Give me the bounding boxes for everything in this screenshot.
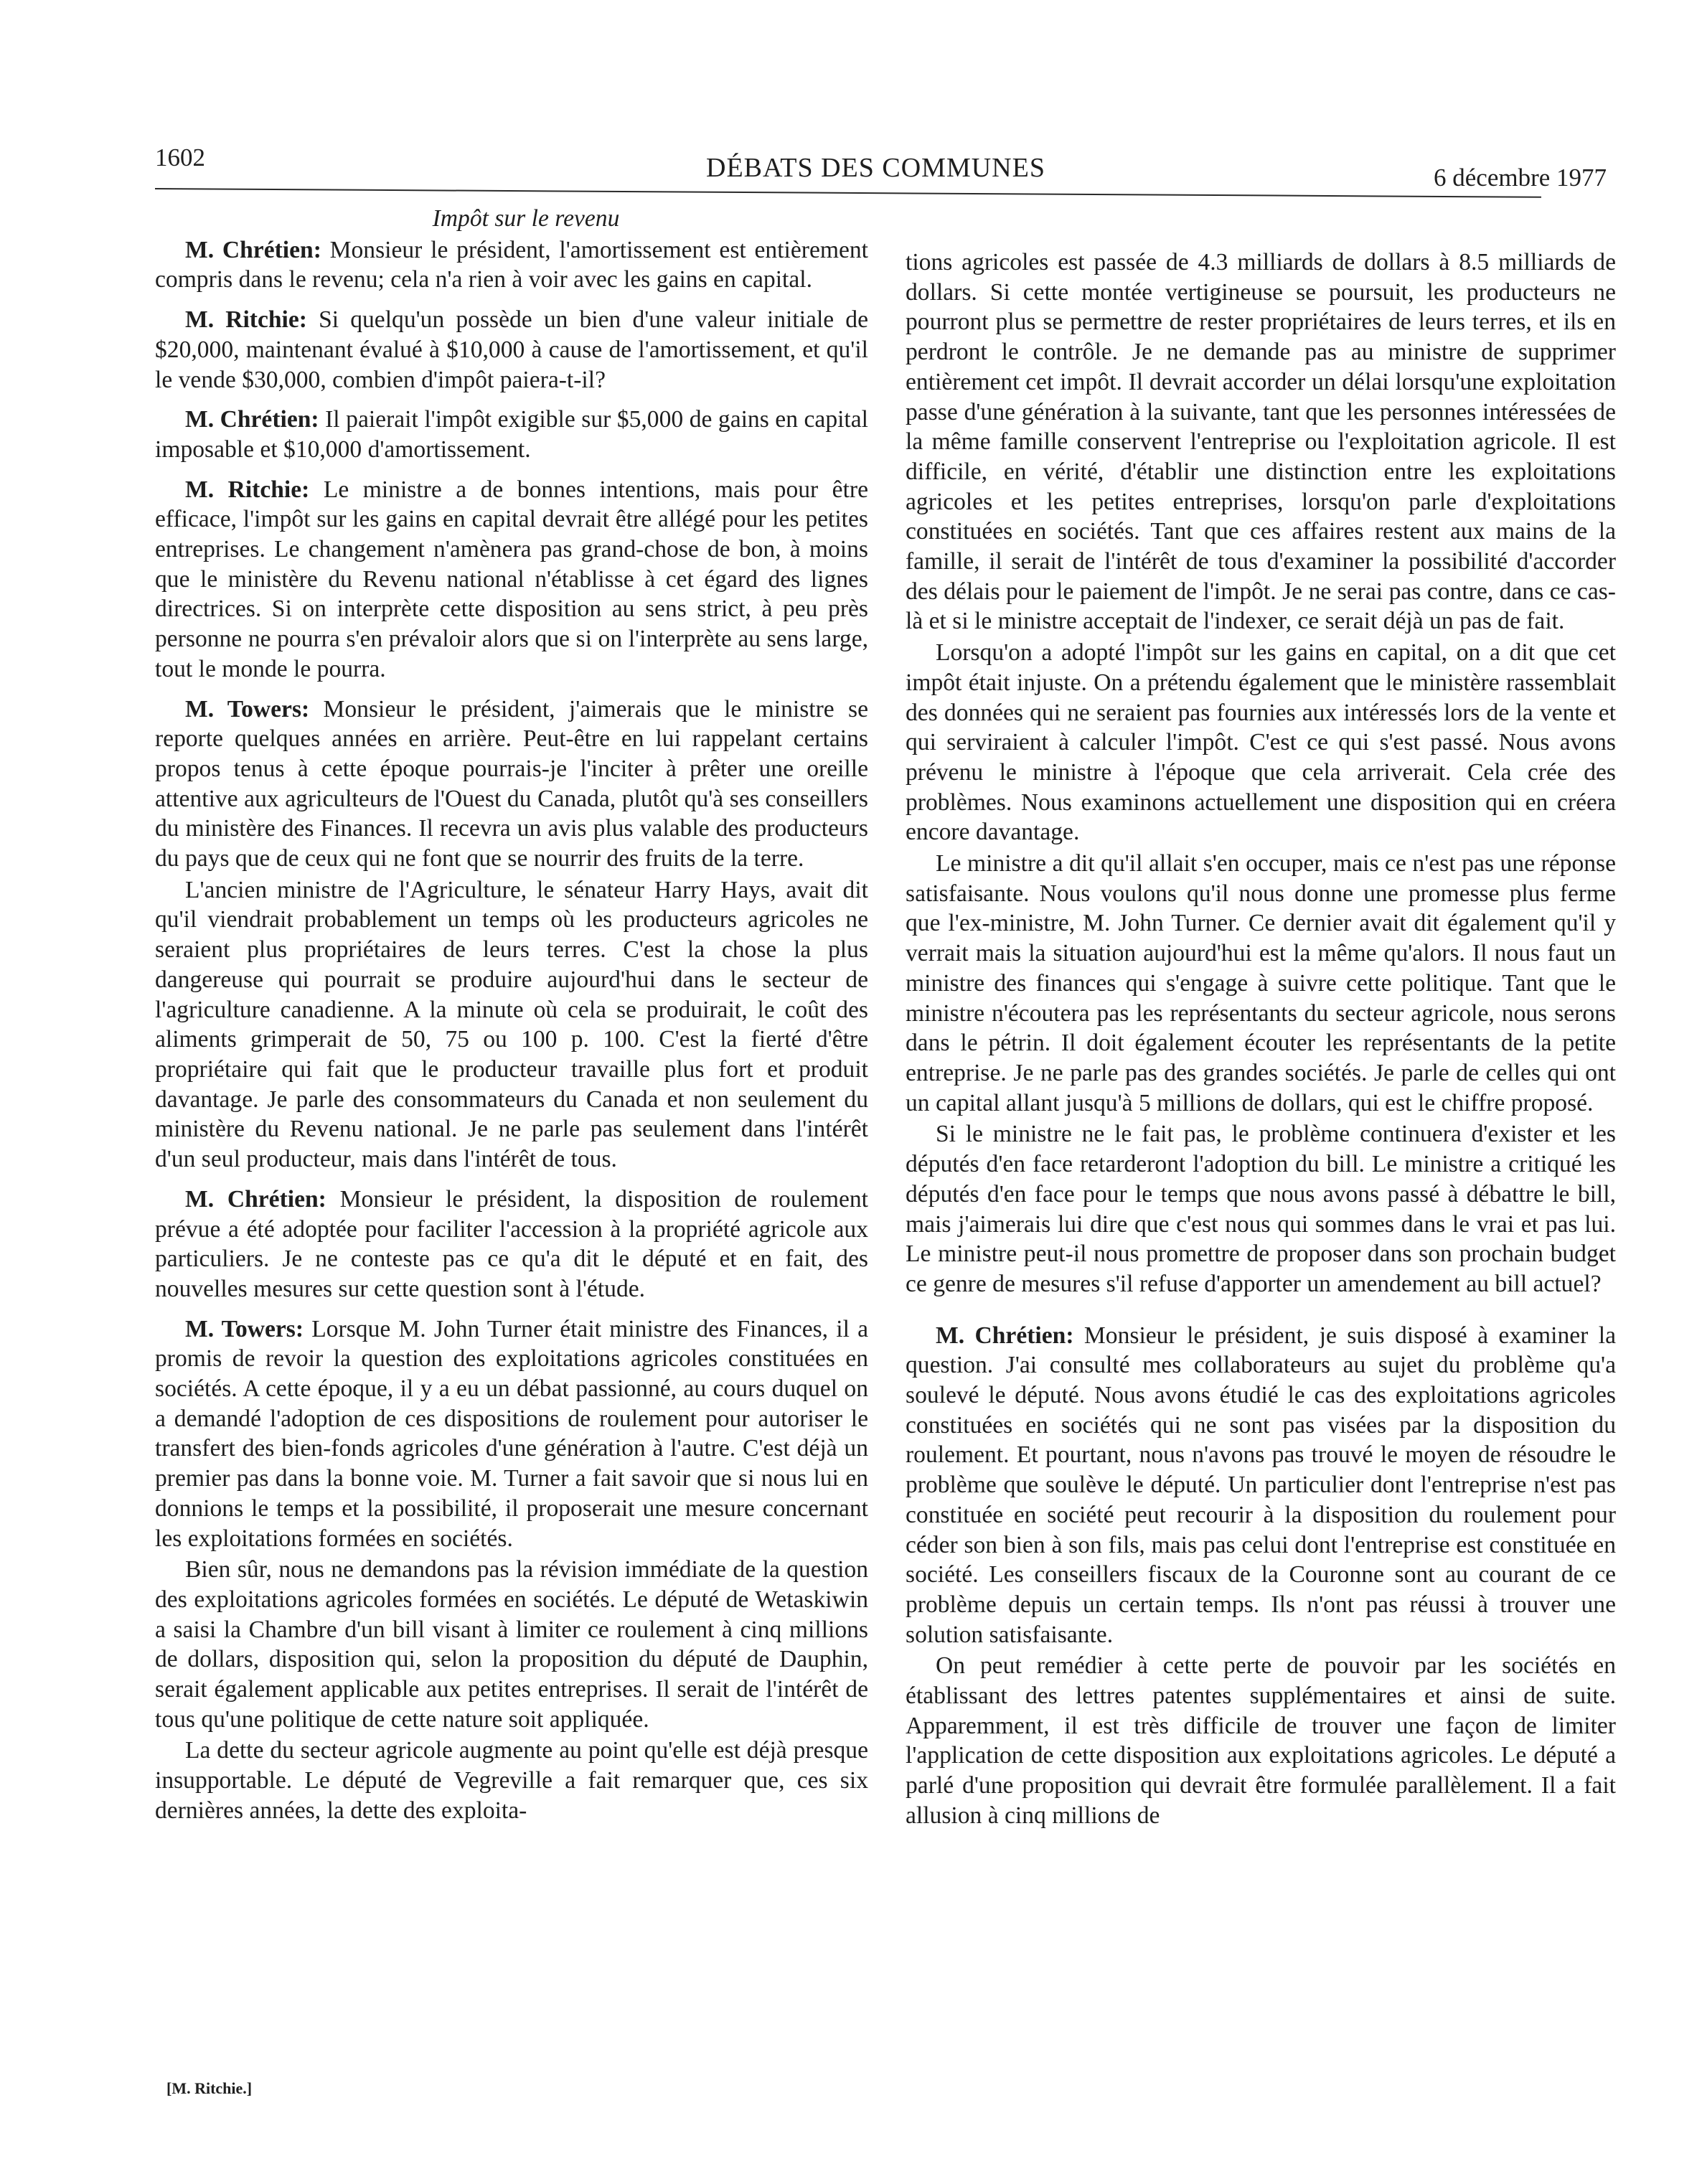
paragraph-text: Lorsqu'on a adopté l'impôt sur les gains en capital, on a dit que cet impôt était injuste. On a prétendu également que le ministère rassemblait des données qui ne seraient pas fournies aux intéressés lors de la vente et qui serviraient à calculer l'impôt. C'est ce qui s'est passé. Nous avons prévenu le ministre à l'époque que cela arriverait. Cela crée des problèmes. Nous examinons actuellement une disposition qui en créera encore davantage. [906, 639, 1616, 846]
paragraph [155, 305, 868, 395]
left-column [155, 204, 868, 1827]
paragraph-text: Si le ministre ne le fait pas, le problème continuera d'exister et les députés d'en face retarderont l'adoption du bill. Le ministre a critiqué les députés d'en face pour le temps que nous avons passé à débattre le bill, mais j'aimerais lui dire que c'est nous qui sommes dans le vrai et pas lui. Le ministre peut-il nous promettre de proposer dans son prochain budget ce genre de mesures s'il refuse d'apporter un amendement au bill actuel? [906, 1121, 1616, 1297]
paragraph [906, 638, 1616, 847]
header-rule [155, 188, 1541, 198]
paragraph [155, 235, 868, 295]
paragraph-text: Si quelqu'un possède un bien d'une valeur initiale de $20,000, maintenant évalué à $10,000 à cause de l'amortissement, et qu'il le vende $30,000, combien d'impôt paiera-t-il? [155, 306, 868, 393]
paragraph [906, 1119, 1616, 1299]
page-number: 1602 [155, 143, 205, 171]
paragraph [906, 248, 1616, 636]
paragraph [906, 1321, 1616, 1650]
paragraph [906, 849, 1616, 1118]
paragraph-text: tions agricoles est passée de 4.3 milliards de dollars à 8.5 milliards de dollars. Si cette montée vertigineuse se poursuit, les producteurs ne pourront plus se permettre de rester propriétaires de leurs terres, et ils en perdront le contrôle. Je ne demande pas au ministre de supprimer entièrement cet impôt. Il devrait accorder un délai lorsqu'une exploitation passe d'une génération à la suivante, tant que les personnes intéressées de la même famille conservent l'entreprise ou l'exploitation agricole. Il est difficile, en vérité, d'établir une distinction entre les exploitations agricoles et les petites entreprises, lorsqu'on parle d'exploitations constituées en sociétés. Tant que ces affaires restent aux mains de la famille, il serait de l'intérêt de tous d'examiner la possibilité d'accorder des délais pour le paiement de l'impôt. Je ne serai pas contre, dans ce cas-là et si le ministre acceptait de l'indexer, ce serait déjà un pas de fait. [906, 249, 1616, 635]
paragraph-text: Monsieur le président, l'amortissement est entièrement compris dans le revenu; cela n'a rien à voir avec les gains en capital. [155, 236, 868, 293]
section-title: Impôt sur le revenu [432, 205, 620, 232]
paragraph [155, 1314, 868, 1554]
paragraph-text: Le ministre a dit qu'il allait s'en occuper, mais ce n'est pas une réponse satisfaisante. Nous voulons qu'il nous donne une promesse plus ferme que l'ex-ministre, M. John Turner. Ce dernier avait dit également qu'il y verrait mais la situation aujourd'hui est la même qu'alors. Il nous faut un ministre des finances qui s'engage à suivre cette politique. Tant que le ministre n'écoutera pas les représentants du secteur agricole, nous serons dans le pétrin. Il doit également écouter les représentants de la petite entreprise. Je ne parle pas des grandes sociétés. Je parle de celles qui ont un capital allant jusqu'à 5 millions de dollars, qui est le chiffre proposé. [906, 850, 1616, 1116]
paragraph [906, 1651, 1616, 1830]
paragraph [155, 875, 868, 1175]
paragraph-text: Bien sûr, nous ne demandons pas la révision immédiate de la question des exploitations agricoles formées en sociétés. Le député de Wetaskiwin a saisi la Chambre d'un bill visant à limiter ce roulement à cinq millions de dollars, disposition qui, selon la proposition du député de Dauphin, serait également applicable aux petites entreprises. Il serait de l'intérêt de tous qu'une politique de cette nature soit appliquée. [155, 1556, 868, 1733]
speaker-name: M. Chrétien: [185, 1185, 326, 1213]
paragraph [155, 1185, 868, 1304]
paragraph [155, 695, 868, 874]
speaker-name: M. Towers: [185, 1315, 304, 1342]
paragraph-text: Monsieur le président, je suis disposé à examiner la question. J'ai consulté mes collaborateurs au sujet du problème qu'a soulevé le député. Nous avons étudié le cas des exploitations agricoles constituées en sociétés qui ne sont pas visées par la disposition du roulement. Et pourtant, nous n'avons pas trouvé le moyen de résoudre le problème que soulève le député. Un particulier dont l'entreprise n'est pas constituée en société peut recourir à la disposition du roulement pour céder son bien à son fils, mais pas celui dont l'entreprise est constituée en société. Les conseillers fiscaux de la Couronne sont au courant de ce problème depuis un certain temps. Ils n'ont pas réussi à trouver une solution satisfaisante. [906, 1322, 1616, 1648]
paragraph-text: L'ancien ministre de l'Agriculture, le sénateur Harry Hays, avait dit qu'il viendrait probablement un temps où les producteurs agricoles ne seraient plus propriétaires de leurs terres. C'est la chose la plus dangereuse qui pourrait se produire aujourd'hui dans le secteur de l'agriculture canadienne. A la minute où cela se produirait, le coût des aliments grimperait de 50, 75 ou 100 p. 100. C'est la fierté d'être propriétaire qui fait que le producteur travaille plus fort et produit davantage. Je parle des consommateurs du Canada et non seulement du ministère du Revenu national. Je ne parle pas seulement dans l'intérêt d'un seul producteur, mais dans l'intérêt de tous. [155, 876, 868, 1173]
speaker-name: M. Ritchie: [185, 476, 310, 503]
paragraph [155, 1736, 868, 1825]
speaker-name: M. Towers: [185, 695, 310, 722]
paragraph-text: Monsieur le président, j'aimerais que le ministre se reporte quelques années en arrière. Peut-être en lui rappelant certains propos tenus à cette époque pourrais-je l'inciter à prêter une oreille attentive aux agriculteurs de l'Ouest du Canada, plutôt qu'à ses conseillers du ministère des Finances. Il recevra un avis plus valable des producteurs du pays que de ceux qui ne font que se nourrir des fruits de la terre. [155, 695, 868, 872]
paragraph-text: Monsieur le président, la disposition de roulement prévue a été adoptée pour faciliter l'accession à la propriété agricole aux particuliers. Je ne conteste pas ce qu'a dit le député et en fait, des nouvelles mesures sur cette question sont à l'étude. [155, 1185, 868, 1302]
paragraph-text: Lorsque M. John Turner était ministre des Finances, il a promis de revoir la question des exploitations agricoles constituées en sociétés. A cette époque, il y a eu un débat passionné, au cours duquel on a demandé l'adoption de ces dispositions de roulement pour autoriser le transfert des bien-fonds agricoles d'une génération à l'autre. C'est déjà un premier pas dans la bonne voie. M. Turner a fait savoir que si nous lui en donnions le temps et la possibilité, il proposerait une mesure concernant les exploitations formées en sociétés. [155, 1315, 868, 1552]
paragraph [155, 475, 868, 684]
paragraph-text: On peut remédier à cette perte de pouvoir par les sociétés en établissant des lettres patentes supplémentaires et ainsi de suite. Apparemment, il est très difficile de trouver une façon de limiter l'application de cette disposition aux exploitations agricoles. Le député a parlé d'une proposition qui devrait être formulée parallèlement. Il a fait allusion à cinq millions de [906, 1652, 1616, 1829]
paragraph-text: La dette du secteur agricole augmente au point qu'elle est déjà presque insupportable. Le député de Vegreville a fait remarquer que, ces six dernières années, la dette des exploita- [155, 1737, 868, 1824]
speaker-name: M. Ritchie: [185, 306, 307, 334]
speaker-name: M. Chrétien: [936, 1322, 1074, 1349]
paragraph-text: Le ministre a de bonnes intentions, mais pour être efficace, l'impôt sur les gains en capital devrait être allégé pour les petites entreprises. Le changement n'amènera pas grand-chose de bon, à moins que le ministère du Revenu national n'établisse à cet égard des lignes directrices. Si on interprète cette disposition au sens strict, à peu près personne ne pourra s'en prévaloir alors que si on l'interprète au sens large, tout le monde le pourra. [155, 476, 869, 682]
right-column [906, 248, 1616, 1832]
publication-title: DÉBATS DES COMMUNES [706, 153, 1045, 183]
publication-date: 6 décembre 1977 [1434, 164, 1607, 192]
paragraph [155, 1555, 868, 1734]
speaker-name: M. Chrétien: [185, 236, 321, 263]
speaker-name: M. Chrétien: [185, 406, 319, 433]
paragraph-text: Il paierait l'impôt exigible sur $5,000 de gains en capital imposable et $10,000 d'amortissement. [155, 406, 868, 463]
speaker-footnote: [M. Ritchie.] [166, 2079, 253, 2097]
paragraph [155, 405, 868, 464]
